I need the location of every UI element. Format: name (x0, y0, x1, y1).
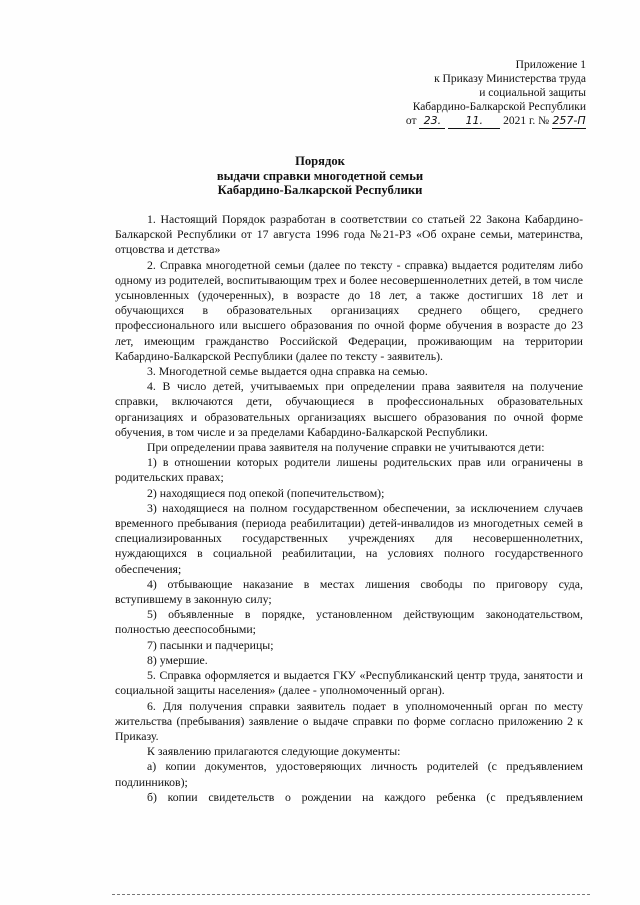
paragraph-6: 6. Для получения справки заявитель подает в уполномоченный орган по месту жительства (пребывания) заявление о выдаче справки по форме согласно приложению 2 к Приказу. (115, 698, 583, 743)
header-line-order: к Приказу Министерства труда (434, 73, 586, 85)
paragraph-exclusions-intro: При определении права заявителя на получение справки не учитываются дети: (147, 440, 545, 455)
document-body (115, 212, 583, 805)
header-line-appendix: Приложение 1 (515, 59, 586, 71)
date-day-handwritten: 23. (419, 114, 445, 129)
attachment-item-a: а) копии документов, удостоверяющих личность родителей (с предъявлением подлинников); (115, 759, 583, 789)
order-number-handwritten: 257-П (552, 114, 586, 127)
paragraph-3: 3. Многодетной семье выдается одна справка на семью. (147, 364, 428, 379)
title-line-1: Порядок (295, 154, 345, 168)
paragraph-1: 1. Настоящий Порядок разработан в соответствии со статьей 22 Закона Кабардино-Балкарской Республики от 17 августа 1996 года №21-РЗ «Об охране семьи, материнства, отцовства и детства» (115, 212, 583, 257)
list-item-5: 5) объявленные в порядке, установленном действующим законодательством, полностью дееспособными; (115, 607, 583, 637)
date-month-handwritten: 11. (448, 114, 500, 129)
title-line-2: выдачи справки многодетной семьи (216, 168, 424, 183)
list-item-3: 3) находящиеся на полном государственном обеспечении, за исключением случаев временного пребывания (периода реабилитации) детей-инвалидов из многодетных семей в специализированных государственных учреждениях для несовершеннолетних, нуждающихся в социальной реабилитации, на условиях полного государственного обеспечения; (115, 500, 583, 576)
paragraph-4: 4. В число детей, учитываемых при определении права заявителя на получение справки, включаются дети, обучающиеся в профессиональных образовательных организациях и образовательных организациях высшего образования по очной форме обучения, в том числе и за пределами Кабардино-Балкарской Республики. (115, 379, 583, 439)
header-date-line (356, 114, 586, 129)
list-item-1: 1) в отношении которых родители лишены родительских прав или ограничены в родительских правах; (115, 455, 583, 485)
appendix-header (356, 58, 586, 129)
paragraph-5: 5. Справка оформляется и выдается ГКУ «Республиканский центр труда, занятости и социальной защиты населения» (далее - уполномоченный орган). (115, 668, 583, 698)
paragraph-attachments-intro: К заявлению прилагаются следующие документы: (147, 744, 401, 759)
attachment-item-b: б) копии свидетельств о рождении на каждого ребенка (с предъявлением (147, 789, 583, 804)
list-item-4: 4) отбывающие наказание в местах лишения свободы по приговору суда, вступившему в законную силу; (115, 576, 583, 607)
date-year: 2021 г. № (503, 115, 550, 127)
title-line-3: Кабардино-Балкарской Республики (217, 183, 423, 197)
date-prefix: от (405, 115, 417, 127)
paragraph-2: 2. Справка многодетной семьи (далее по тексту - справка) выдается родителям либо одному из родителей, воспитывающим трех и более несовершеннолетних детей, в том числе усыновленных (удочеренных), в возрасте до 18 лет, а также достигших 18 лет и обучающихся в образовательных организациях среднего общего, среднего профессионального или высшего образования по очной форме обучения в возрасте до 23 лет, имеющим гражданство Российской Федерации, проживающим на территории Кабардино-Балкарской Республики (далее по тексту - заявитель). (115, 257, 583, 363)
page-footer-rule (112, 894, 590, 899)
document-title (0, 154, 640, 198)
list-item-7: 7) пасынки и падчерицы; (147, 637, 274, 652)
list-item-2: 2) находящиеся под опекой (попечительством); (147, 485, 385, 500)
header-line-republic: Кабардино-Балкарской Республики (412, 101, 586, 113)
list-item-8: 8) умершие. (147, 652, 208, 667)
header-line-ministry: и социальной защиты (479, 87, 586, 99)
